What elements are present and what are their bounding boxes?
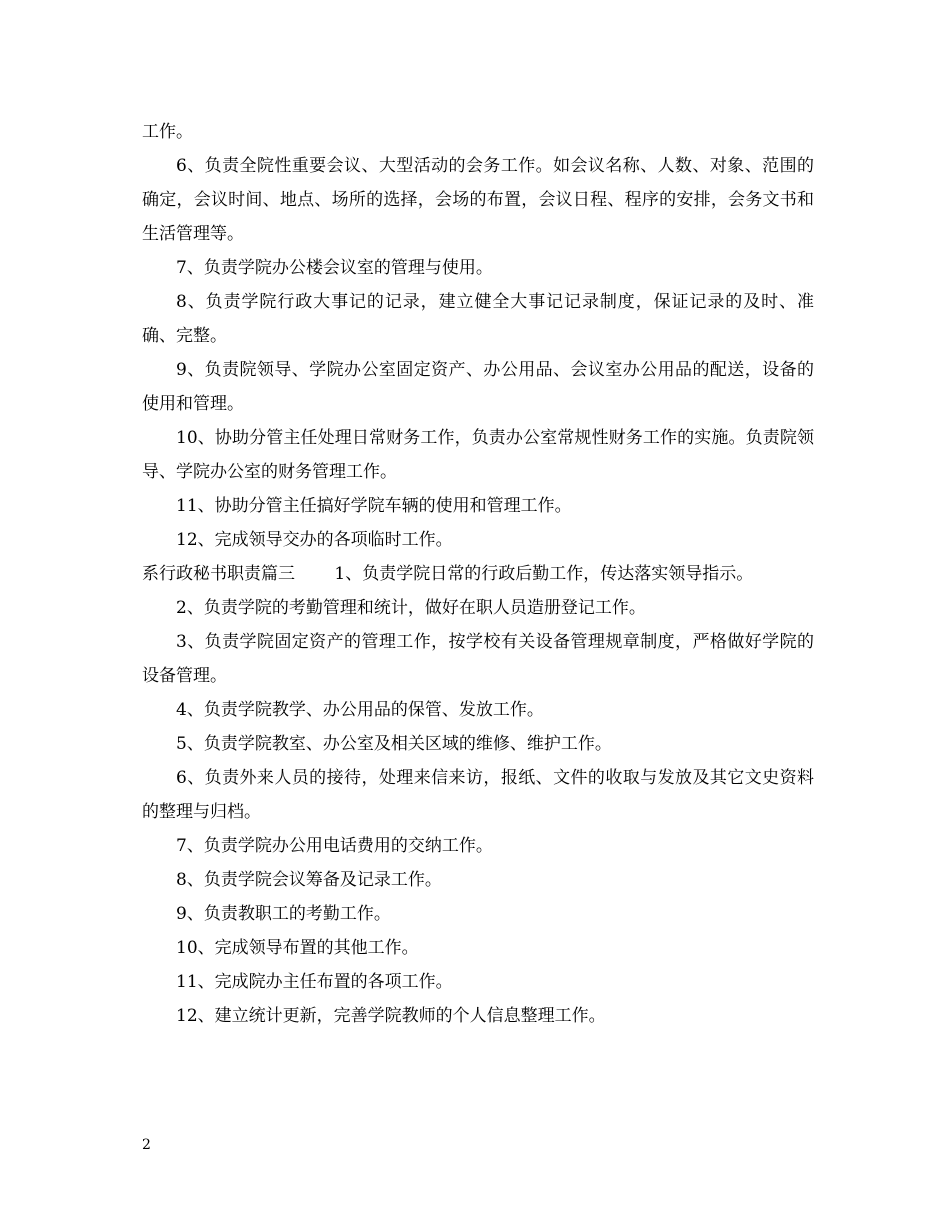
paragraph-s3-item-12: 12、建立统计更新，完善学院教师的个人信息整理工作。 [176,1006,606,1026]
paragraph-s3-item-11: 11、完成院办主任布置的各项工作。 [176,972,453,992]
paragraph-s3-item-6: 6、负责外来人员的接待，处理来信来访，报纸、文件的收取与发放及其它文史资料的整理与归档。 [142,768,814,822]
paragraph-s3-item-2: 2、负责学院的考勤管理和统计，做好在职人员造册登记工作。 [176,598,646,618]
paragraph-s3-item-5: 5、负责学院教室、办公室及相关区域的维修、维护工作。 [176,734,612,754]
paragraph-item-9-assets: 9、负责院领导、学院办公室固定资产、办公用品、会议室办公用品的配送，设备的使用和管理。 [142,360,814,414]
paragraph-s3-item-9: 9、负责教职工的考勤工作。 [176,904,391,924]
paragraph-s3-item-10: 10、完成领导布置的其他工作。 [176,938,419,958]
paragraph-item-8-records: 8、负责学院行政大事记的记录，建立健全大事记记录制度，保证记录的及时、准确、完整。 [142,292,814,346]
paragraph-item-6-meetings: 6、负责全院性重要会议、大型活动的会务工作。如会议名称、人数、对象、范围的确定，会议时间、地点、场所的选择，会场的布置，会议日程、程序的安排，会务文书和生活管理等。 [142,156,814,244]
paragraph-item-12-temporary: 12、完成领导交办的各项临时工作。 [176,530,453,550]
paragraph-s3-item-4: 4、负责学院教学、办公用品的保管、发放工作。 [176,700,544,720]
section-heading-part-three: 系行政秘书职责篇三 1、负责学院日常的行政后勤工作，传达落实领导指示。 [142,564,754,584]
paragraph-item-11-vehicles: 11、协助分管主任搞好学院车辆的使用和管理工作。 [176,496,572,516]
paragraph-item-7-meeting-room: 7、负责学院办公楼会议室的管理与使用。 [176,258,493,278]
paragraph-s3-item-8: 8、负责学院会议筹备及记录工作。 [176,870,442,890]
paragraph-continuation: 工作。 [142,122,193,142]
body-text [142,115,814,1033]
page-number: 2 [142,1137,151,1153]
paragraph-s3-item-3: 3、负责学院固定资产的管理工作，按学校有关设备管理规章制度，严格做好学院的设备管理。 [142,632,814,686]
paragraph-item-10-finance: 10、协助分管主任处理日常财务工作，负责办公室常规性财务工作的实施。负责院领导、学院办公室的财务管理工作。 [142,428,814,482]
paragraph-s3-item-7: 7、负责学院办公用电话费用的交纳工作。 [176,836,493,856]
